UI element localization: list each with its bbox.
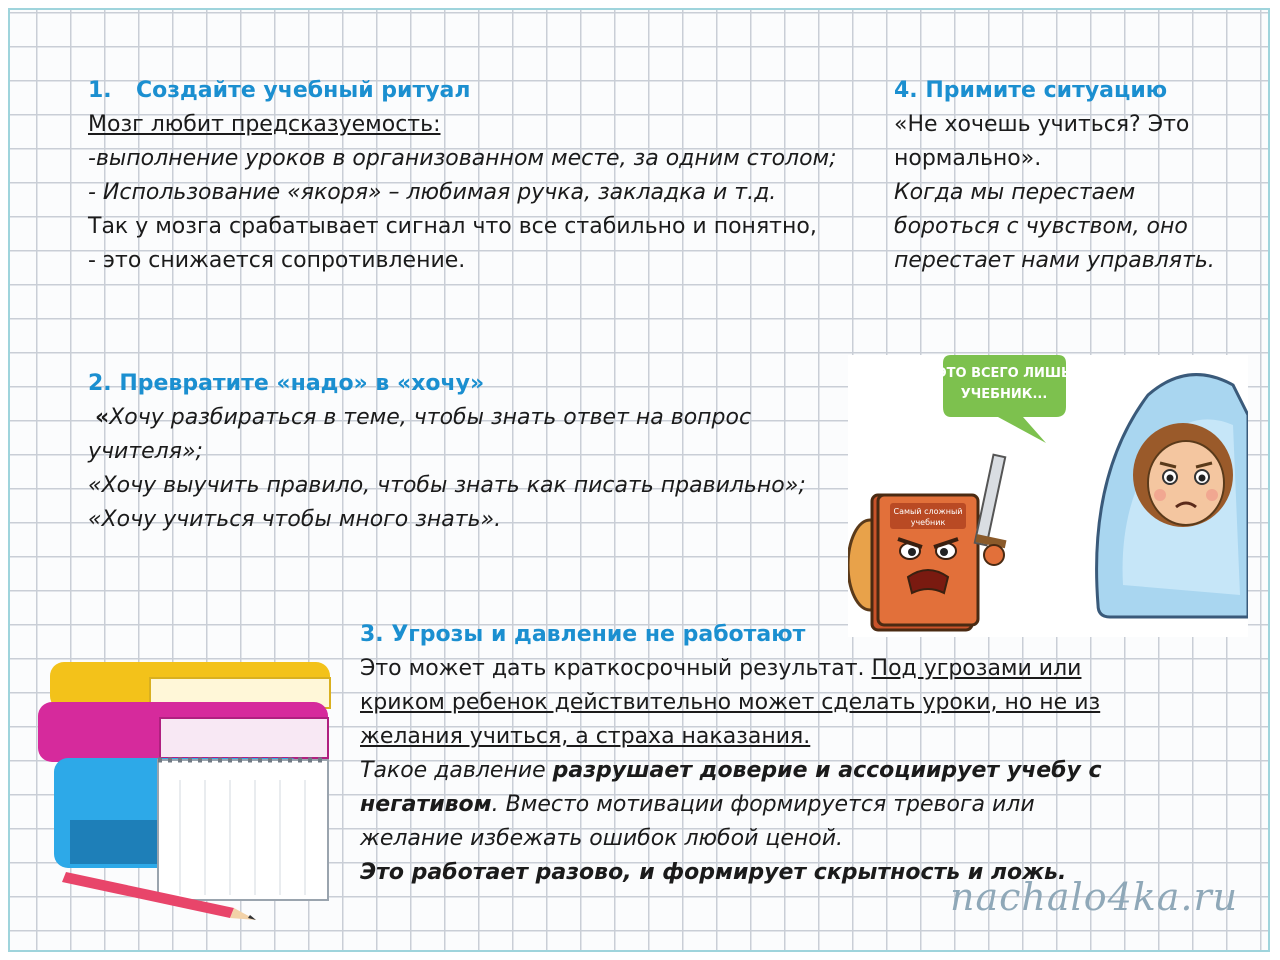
section-ritual (88, 74, 848, 278)
bubble-line-2: УЧЕБНИК... (960, 387, 1048, 402)
magenta-book (38, 702, 328, 762)
angry-book-character (848, 455, 1006, 630)
want-quote-2: «Хочу выучить правило, чтобы знать как писать правильно»; (88, 473, 806, 498)
open-quote: « (95, 405, 110, 430)
section-title: 3. Угрозы и давление не работают (360, 622, 806, 647)
section-title: Создайте учебный ритуал (136, 78, 471, 103)
section-want (88, 367, 848, 537)
threats-plain: Это может дать краткосрочный результат. (360, 656, 872, 681)
books-and-pencil-illustration (30, 650, 350, 940)
ritual-line-4: - это снижается сопротивление. (88, 248, 466, 273)
section-accept (894, 74, 1244, 278)
scared-girl-character (1097, 375, 1248, 617)
ritual-line-1: -выполнение уроков в организованном месте, за одним столом; (88, 146, 837, 171)
book-label-1: Самый сложный (893, 507, 963, 516)
notepad (158, 760, 328, 900)
want-quote-1: Хочу разбираться в теме, чтобы знать ответ на вопрос учителя»; (88, 405, 752, 464)
site-watermark: nachalo4ka.ru (950, 875, 1239, 919)
threats-bold: разрушает доверие и ассоциирует учебу с негативом (360, 758, 1102, 817)
section-title: 2. Превратите «надо» в «хочу» (88, 371, 485, 396)
section-threats (360, 618, 1140, 890)
section-subtitle: Мозг любит предсказуемость: (88, 112, 441, 137)
want-quote-3: «Хочу учиться чтобы много знать». (88, 507, 502, 532)
threats-italic-a: Такое давление (360, 758, 553, 783)
speech-bubble (937, 355, 1071, 443)
section-number: 1. (88, 78, 112, 103)
section-title: 4. Примите ситуацию (894, 78, 1168, 103)
threats-conclusion: Это работает разово, и формирует скрытность и ложь. (360, 860, 1067, 885)
accept-quote: «Не хочешь учиться? Это нормально». (894, 112, 1190, 171)
mascot-illustration (848, 355, 1248, 637)
threats-underlined: Под угрозами или криком ребенок действительно может сделать уроки, но не из желания учиться, а страха наказания. (360, 656, 1101, 749)
book-label-2: учебник (910, 518, 946, 527)
threats-italic-b: . Вместо мотивации формируется тревога или желание избежать ошибок любой ценой. (360, 792, 1035, 851)
ritual-line-2: - Использование «якоря» – любимая ручка, закладка и т.д. (88, 180, 777, 205)
accept-italic: Когда мы перестаем бороться с чувством, оно перестает нами управлять. (894, 180, 1215, 273)
ritual-line-3: Так у мозга срабатывает сигнал что все стабильно и понятно, (88, 214, 817, 239)
bubble-line-1: ЭТО ВСЕГО ЛИШЬ (937, 366, 1071, 381)
